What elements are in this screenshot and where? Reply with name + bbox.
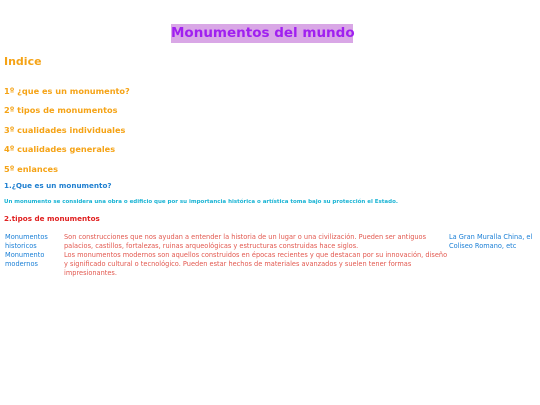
index-item-tipos[interactable]: 2º tipos de monumentos xyxy=(4,105,118,115)
monument-type-cell: Monumentos historicos xyxy=(5,233,48,250)
index-item-cualidades-generales[interactable]: 4º cualidades generales xyxy=(4,144,116,154)
index-heading: Indice xyxy=(4,55,42,68)
index-item-cualidades-individuales[interactable]: 3º cualidades individuales xyxy=(4,125,126,135)
monument-examples-cell: La Gran Muralla China, el Coliseo Romano, etc xyxy=(449,233,533,250)
monument-type-cell: Monumento modernos xyxy=(5,251,45,268)
section-title-tipos: 2.tipos de monumentos xyxy=(4,214,100,223)
section-title-que-es: 1.¿Que es un monumento? xyxy=(4,181,112,190)
index-item-enlances[interactable]: 5º enlances xyxy=(4,164,58,174)
monument-description-cell: Los monumentos modernos son aquellos construidos en épocas recientes y que destacan por su innovación, diseño y significado cultural o tecnológico. Pueden estar hechos de materiales avanzados y suelen tener formas impresionantes. xyxy=(64,251,448,277)
page-title: Monumentos del mundo xyxy=(171,25,355,41)
index-item-que-es[interactable]: 1º ¿que es un monumento? xyxy=(4,86,130,96)
monument-description-cell: Son construcciones que nos ayudan a entender la historia de un lugar o una civilización. Pueden ser antiguos palacios, castillos, fortalezas, ruinas arqueológicas y estructuras construidas hace siglos. xyxy=(64,233,427,250)
section-text-que-es: Un monumento se considera una obra o edificio que por su importancia histórica o artística toma bajo su protección el Estado. xyxy=(4,199,398,205)
